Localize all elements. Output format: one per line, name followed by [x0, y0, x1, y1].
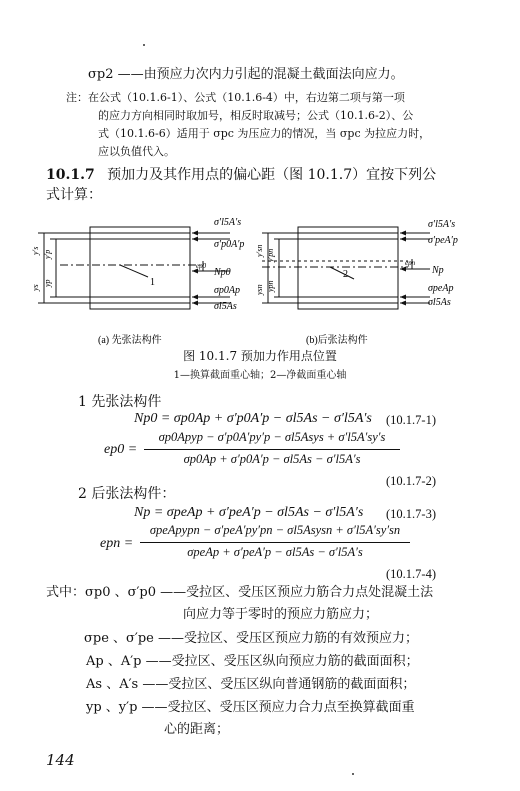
note-line-3: 式（10.1.6-6）适用于 σpc 为压应力的情况，当 σpc 为拉应力时，	[98, 127, 431, 140]
epn-numerator: σpeApypn − σ′peA′py′pn − σl5Asysn + σ′l5A′sy′sn	[149, 523, 401, 537]
def-row	[46, 584, 433, 602]
equation-number-10-1-7-3: (10.1.7-3)	[386, 507, 436, 521]
def-symbol: yp 、y′p ——	[86, 700, 168, 715]
fig-right-dim-4: ysn	[255, 284, 264, 295]
section-title-line-1: 预加力及其作用点的偏心距（图 10.1.7）宜按下列公	[107, 167, 437, 183]
fig-right-dim-2: y′pn	[266, 248, 275, 262]
section-title-line-2: 式计算：	[46, 187, 102, 203]
fig-left-dim-2: y′p	[43, 249, 52, 259]
note-line-4: 应以负值代入。	[98, 145, 175, 158]
figure-title: 图 10.1.7 预加力作用点位置	[183, 349, 337, 363]
def-symbol: σpe 、σ′pe ——	[84, 631, 184, 646]
def-text: 受拉区、受压区预应力筋的有效预应力；	[184, 631, 419, 646]
fig-right-dim-1: y′sn	[255, 244, 264, 257]
ep0-lhs: ep0 =	[104, 442, 138, 457]
fig-left-caption: (a) 先张法构件	[98, 335, 162, 346]
fig-left-label-4: σp0Ap	[214, 285, 241, 296]
figure-legend: 1—换算截面重心轴；2—净截面重心轴	[173, 370, 347, 381]
def-text: 受拉区、受压区纵向普通钢筋的截面面积；	[168, 677, 416, 692]
note-line-2: 的应力方向相同时取加号，相反时取减号；公式（10.1.6-2）、公	[98, 109, 414, 122]
equation-10-1-7-3: Np = σpeAp + σ′peA′p − σl5As − σ′l5A′s	[134, 505, 364, 520]
page-number: 144	[46, 751, 75, 769]
def-row	[164, 721, 229, 739]
fig-right-marker: 2	[343, 269, 348, 280]
fig-left-dim-1: y′s	[31, 246, 40, 255]
fig-right-caption: (b)后张法构件	[306, 335, 368, 346]
epn-fraction-bar	[140, 542, 410, 543]
def-text: 向应力等于零时的预应力筋应力；	[183, 607, 379, 622]
def-row	[86, 699, 415, 717]
fig-right-label-1: σ′l5A′s	[428, 219, 456, 230]
fig-right-label-3: Np	[432, 265, 444, 276]
equation-10-1-7-1: Np0 = σp0Ap + σ′p0A′p − σl5As − σ′l5A′s	[134, 411, 372, 426]
fig-left-e-label: ep0	[196, 262, 207, 270]
ep0-denominator: σp0Ap + σ′p0A′p − σl5As − σ′l5A′s	[183, 452, 361, 466]
fig-right-label-5: σl5As	[428, 297, 451, 308]
def-symbol: 式中：σp0 、σ′p0 ——	[46, 585, 187, 600]
prestress-force-figure	[0, 205, 520, 355]
ep0-fraction-bar	[144, 449, 400, 450]
pretension-label: 1 先张法构件	[78, 394, 162, 410]
equation-number-10-1-7-4: (10.1.7-4)	[386, 567, 436, 581]
note-line-1: 注：在公式（10.1.6-1）、公式（10.1.6-4）中，右边第二项与第一项	[66, 91, 405, 104]
def-row	[86, 653, 419, 671]
def-row	[84, 630, 418, 648]
fig-right-label-2: σ′peA′p	[428, 235, 458, 246]
def-symbol: Ap 、A′p ——	[86, 654, 172, 669]
def-text: 受拉区、受压区预应力筋合力点处混凝土法	[186, 585, 434, 600]
equation-number-10-1-7-1: (10.1.7-1)	[386, 413, 436, 427]
fig-left-label-2: σ′p0A′p	[214, 239, 245, 250]
fig-left-label-1: σ′l5A′s	[214, 217, 242, 228]
section-heading	[46, 166, 436, 184]
def-text: 受拉区、受压区纵向预应力筋的截面面积；	[171, 654, 419, 669]
fig-left-dim-4: ys	[31, 284, 40, 291]
fig-right-dim-3: ypn	[266, 280, 275, 292]
fig-right-e-label: epn	[405, 259, 416, 267]
fig-left-marker: 1	[150, 277, 155, 288]
equation-number-10-1-7-2: (10.1.7-2)	[386, 474, 436, 488]
fig-left-label-3: Np0	[214, 267, 231, 278]
section-number: 10.1.7	[46, 167, 95, 183]
def-row	[86, 676, 415, 694]
def-text: 受拉区、受压区预应力合力点至换算截面重	[167, 700, 415, 715]
symbol-definition-sigma-p2: σp2 ——由预应力次内力引起的混凝土截面法向应力。	[88, 67, 404, 82]
epn-denominator: σpeAp + σ′peA′p − σl5As − σ′l5A′s	[187, 545, 363, 559]
def-text: 心的距离；	[164, 722, 230, 737]
speck	[143, 44, 145, 46]
fig-right-label-4: σpeAp	[428, 283, 454, 294]
def-row	[183, 606, 378, 624]
fig-left-dim-3: yp	[43, 279, 52, 287]
ep0-numerator: σp0Apyp − σ′p0A′py′p − σl5Asys + σ′l5A′sy′s	[158, 430, 386, 444]
posttension-label: 2 后张法构件：	[78, 486, 176, 502]
def-symbol: As 、A′s ——	[86, 677, 169, 692]
fig-left-label-5: σl5As	[214, 301, 237, 312]
epn-lhs: epn =	[100, 536, 134, 551]
speck	[352, 773, 354, 775]
